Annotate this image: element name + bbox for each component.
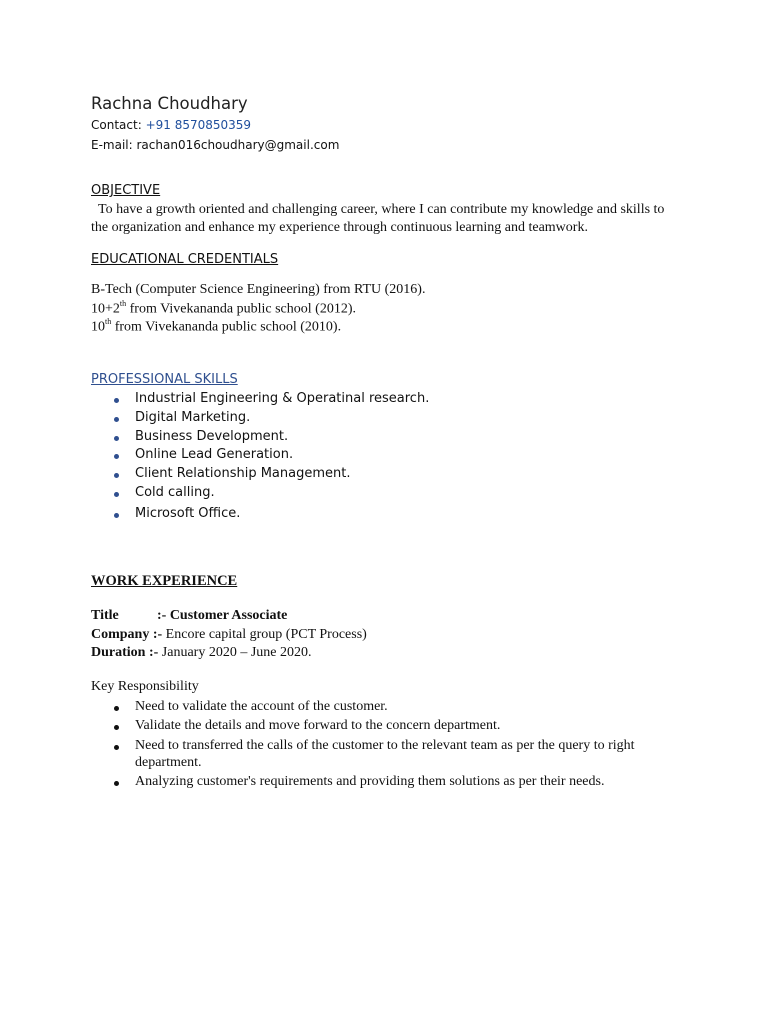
contact-label: Contact: [91,118,142,132]
objective-text [91,201,681,236]
education-item [91,282,425,298]
education-item [91,318,341,336]
education-rest: from Vivekananda public school (2010). [111,319,342,335]
skill-item: Online Lead Generation. [135,447,294,462]
email-value: rachan016choudhary@gmail.com [136,138,340,152]
bullet-icon [114,706,119,711]
responsibility-item: Need to transferred the calls of the customer to the relevant team as per the query to right department. [135,738,635,770]
skill-item: Microsoft Office. [135,506,241,521]
bullet-icon [114,513,119,518]
work-heading: WORK EXPERIENCE [91,573,238,589]
job-title-row [91,608,287,624]
education-sup: th [105,317,112,326]
education-sup: th [119,299,127,308]
skills-heading: PROFESSIONAL SKILLS [91,372,238,387]
skill-item: Business Development. [135,429,289,444]
company-value: Encore capital group (PCT Process) [162,627,367,642]
bullet-icon [114,398,119,403]
duration-row [91,645,311,661]
responsibility-item: Need to validate the account of the customer. [135,699,388,714]
objective-heading: OBJECTIVE [91,183,161,198]
bullet-icon [114,492,119,497]
contact-line [91,118,251,132]
bullet-icon [114,473,119,478]
skill-item: Cold calling. [135,485,215,500]
objective-body: To have a growth oriented and challenging career, where I can contribute my knowledge and skills to the organization and enhance my experience through continuous learning and teamwork. [91,202,665,235]
responsibility-heading: Key Responsibility [91,679,199,694]
education-prefix: 10+2 [91,301,120,317]
education-heading: EDUCATIONAL CREDENTIALS [91,252,279,267]
job-title-value: :- Customer Associate [157,608,288,623]
education-rest: from Vivekananda public school (2012). [126,301,356,317]
bullet-icon [114,417,119,422]
company-row [91,627,367,643]
education-degree: B-Tech (Computer Science Engineering) from RTU (2016). [91,282,426,297]
skill-item: Digital Marketing. [135,410,251,425]
bullet-icon [114,454,119,459]
email-line [91,138,339,152]
candidate-name: Rachna Choudhary [91,94,248,113]
bullet-icon [114,781,119,786]
skill-item: Industrial Engineering & Operatinal research. [135,391,430,406]
job-title-label: Title [91,608,119,623]
education-item [91,300,356,318]
bullet-icon [114,745,119,750]
contact-phone: +91 8570850359 [145,118,252,132]
email-label: E-mail: [91,138,133,152]
bullet-icon [114,725,119,730]
duration-value: January 2020 – June 2020. [158,645,312,660]
duration-label: Duration :- [91,645,159,660]
company-label: Company :- [91,627,163,642]
bullet-icon [114,436,119,441]
responsibility-item: Analyzing customer's requirements and providing them solutions as per their needs. [135,774,605,789]
skill-item: Client Relationship Management. [135,466,351,481]
education-prefix: 10 [91,319,105,335]
responsibility-item: Validate the details and move forward to the concern department. [135,718,501,733]
